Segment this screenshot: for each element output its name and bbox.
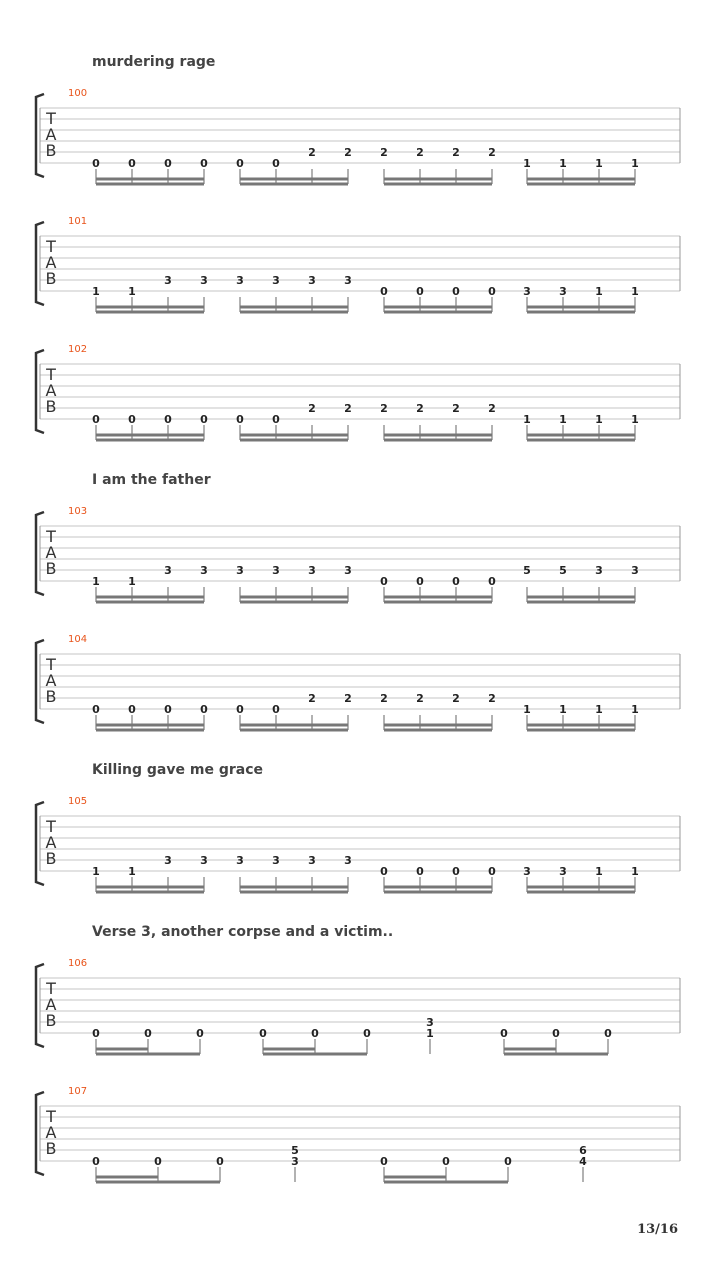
tab-clef-letter: A [45,671,57,690]
fret-number: 4 [579,1155,587,1168]
fret-number: 1 [595,285,603,298]
tab-clef-letter: T [46,817,56,836]
measure-number: 101 [68,216,88,227]
fret-number: 2 [380,402,388,415]
fret-number: 1 [92,285,100,298]
fret-number: 0 [416,865,424,878]
fret-number: 3 [236,564,244,577]
fret-number: 1 [631,157,639,170]
tab-clef-letter: B [45,849,57,868]
fret-number: 2 [416,692,424,705]
measure-number: 105 [68,796,88,807]
fret-number: 2 [344,692,352,705]
tab-clef-letter: A [45,381,57,400]
fret-number: 1 [92,575,100,588]
staff-system-102 [36,344,680,440]
tab-clef-letter: T [46,527,56,546]
fret-number: 3 [631,564,639,577]
annotation-measure-106: Verse 3, another corpse and a victim.. [92,924,394,940]
tab-clef-letter: A [45,833,57,852]
fret-number: 0 [380,1155,388,1168]
fret-number: 0 [200,157,208,170]
fret-number: 0 [216,1155,224,1168]
fret-number: 0 [504,1155,512,1168]
fret-number: 2 [452,692,460,705]
tab-clef-letter: A [45,1123,57,1142]
fret-number: 0 [272,157,280,170]
fret-number: 0 [154,1155,162,1168]
fret-number: 1 [559,703,567,716]
fret-number: 1 [595,157,603,170]
staff-system-100 [36,88,680,184]
fret-number: 3 [200,564,208,577]
fret-number: 0 [144,1027,152,1040]
fret-number: 0 [488,575,496,588]
fret-number: 1 [631,285,639,298]
fret-number: 1 [631,703,639,716]
fret-number: 1 [559,413,567,426]
measure-number: 107 [68,1086,88,1097]
fret-number: 0 [164,413,172,426]
fret-number: 2 [416,146,424,159]
fret-number: 0 [128,703,136,716]
fret-number: 0 [488,285,496,298]
staff-system-103 [36,506,680,602]
fret-number: 0 [92,1027,100,1040]
fret-number: 0 [92,703,100,716]
fret-number: 3 [559,285,567,298]
fret-number: 2 [488,146,496,159]
fret-number: 2 [380,146,388,159]
fret-number: 5 [291,1144,299,1157]
fret-number: 1 [523,157,531,170]
fret-number: 0 [363,1027,371,1040]
staff-system-104 [36,634,680,730]
tab-clef-letter: T [46,109,56,128]
fret-number: 0 [236,413,244,426]
tab-clef-letter: T [46,655,56,674]
staff-system-107 [36,1086,680,1182]
fret-number: 1 [595,413,603,426]
fret-number: 0 [452,865,460,878]
fret-number: 2 [488,402,496,415]
fret-number: 3 [523,865,531,878]
fret-number: 1 [523,703,531,716]
fret-number: 0 [272,703,280,716]
fret-number: 3 [291,1155,299,1168]
fret-number: 6 [579,1144,587,1157]
tab-clef-letter: A [45,125,57,144]
fret-number: 0 [92,413,100,426]
annotation-measure-105: Killing gave me grace [92,762,263,778]
measure-number: 103 [68,506,88,517]
measure-number: 106 [68,958,88,969]
fret-number: 3 [344,274,352,287]
fret-number: 3 [308,274,316,287]
tab-clef-letter: T [46,979,56,998]
tab-clef-letter: T [46,237,56,256]
fret-number: 0 [200,703,208,716]
fret-number: 1 [128,285,136,298]
tab-clef-letter: T [46,1107,56,1126]
fret-number: 3 [523,285,531,298]
fret-number: 0 [200,413,208,426]
fret-number: 3 [164,854,172,867]
fret-number: 0 [236,157,244,170]
fret-number: 2 [416,402,424,415]
fret-number: 0 [128,157,136,170]
fret-number: 2 [344,146,352,159]
annotation-measure-100: murdering rage [92,54,216,70]
fret-number: 1 [631,413,639,426]
fret-number: 0 [500,1027,508,1040]
fret-number: 0 [259,1027,267,1040]
fret-number: 3 [559,865,567,878]
fret-number: 1 [92,865,100,878]
fret-number: 1 [128,865,136,878]
fret-number: 3 [272,854,280,867]
fret-number: 2 [452,402,460,415]
tab-clef-letter: A [45,995,57,1014]
tab-clef-letter: B [45,1139,57,1158]
fret-number: 1 [559,157,567,170]
fret-number: 2 [452,146,460,159]
fret-number: 0 [452,575,460,588]
measure-number: 100 [68,88,88,99]
fret-number: 2 [308,402,316,415]
fret-number: 0 [380,865,388,878]
fret-number: 0 [416,285,424,298]
fret-number: 3 [164,564,172,577]
fret-number: 0 [380,285,388,298]
fret-number: 0 [164,703,172,716]
tab-clef-letter: B [45,687,57,706]
tab-clef-letter: T [46,365,56,384]
tab-clef-letter: A [45,253,57,272]
fret-number: 0 [442,1155,450,1168]
fret-number: 0 [92,157,100,170]
fret-number: 1 [128,575,136,588]
fret-number: 0 [452,285,460,298]
fret-number: 2 [488,692,496,705]
fret-number: 5 [523,564,531,577]
tab-clef-letter: A [45,543,57,562]
fret-number: 1 [595,865,603,878]
fret-number: 0 [196,1027,204,1040]
fret-number: 3 [200,854,208,867]
tab-clef-letter: B [45,269,57,288]
fret-number: 0 [92,1155,100,1168]
fret-number: 0 [128,413,136,426]
fret-number: 3 [236,274,244,287]
fret-number: 3 [272,274,280,287]
fret-number: 1 [426,1027,434,1040]
fret-number: 0 [311,1027,319,1040]
fret-number: 3 [344,564,352,577]
staff-system-105 [36,796,680,892]
fret-number: 2 [308,692,316,705]
fret-number: 0 [604,1027,612,1040]
page-number: 13/16 [637,1222,678,1237]
tab-clef-letter: B [45,141,57,160]
annotation-measure-103: I am the father [92,472,211,488]
fret-number: 3 [272,564,280,577]
fret-number: 2 [380,692,388,705]
staff-system-106 [36,958,680,1054]
fret-number: 1 [523,413,531,426]
measure-number: 102 [68,344,88,355]
fret-number: 0 [552,1027,560,1040]
fret-number: 3 [426,1016,434,1029]
fret-number: 1 [595,703,603,716]
tab-clef-letter: B [45,397,57,416]
fret-number: 3 [164,274,172,287]
fret-number: 3 [236,854,244,867]
fret-number: 3 [308,564,316,577]
fret-number: 0 [236,703,244,716]
fret-number: 0 [488,865,496,878]
staff-system-101 [36,216,680,312]
fret-number: 3 [200,274,208,287]
fret-number: 2 [308,146,316,159]
fret-number: 3 [308,854,316,867]
fret-number: 0 [416,575,424,588]
fret-number: 5 [559,564,567,577]
tab-clef-letter: B [45,1011,57,1030]
fret-number: 2 [344,402,352,415]
tab-clef-letter: B [45,559,57,578]
measure-number: 104 [68,634,88,645]
fret-number: 1 [631,865,639,878]
fret-number: 0 [272,413,280,426]
fret-number: 3 [595,564,603,577]
fret-number: 0 [164,157,172,170]
fret-number: 3 [344,854,352,867]
fret-number: 0 [380,575,388,588]
